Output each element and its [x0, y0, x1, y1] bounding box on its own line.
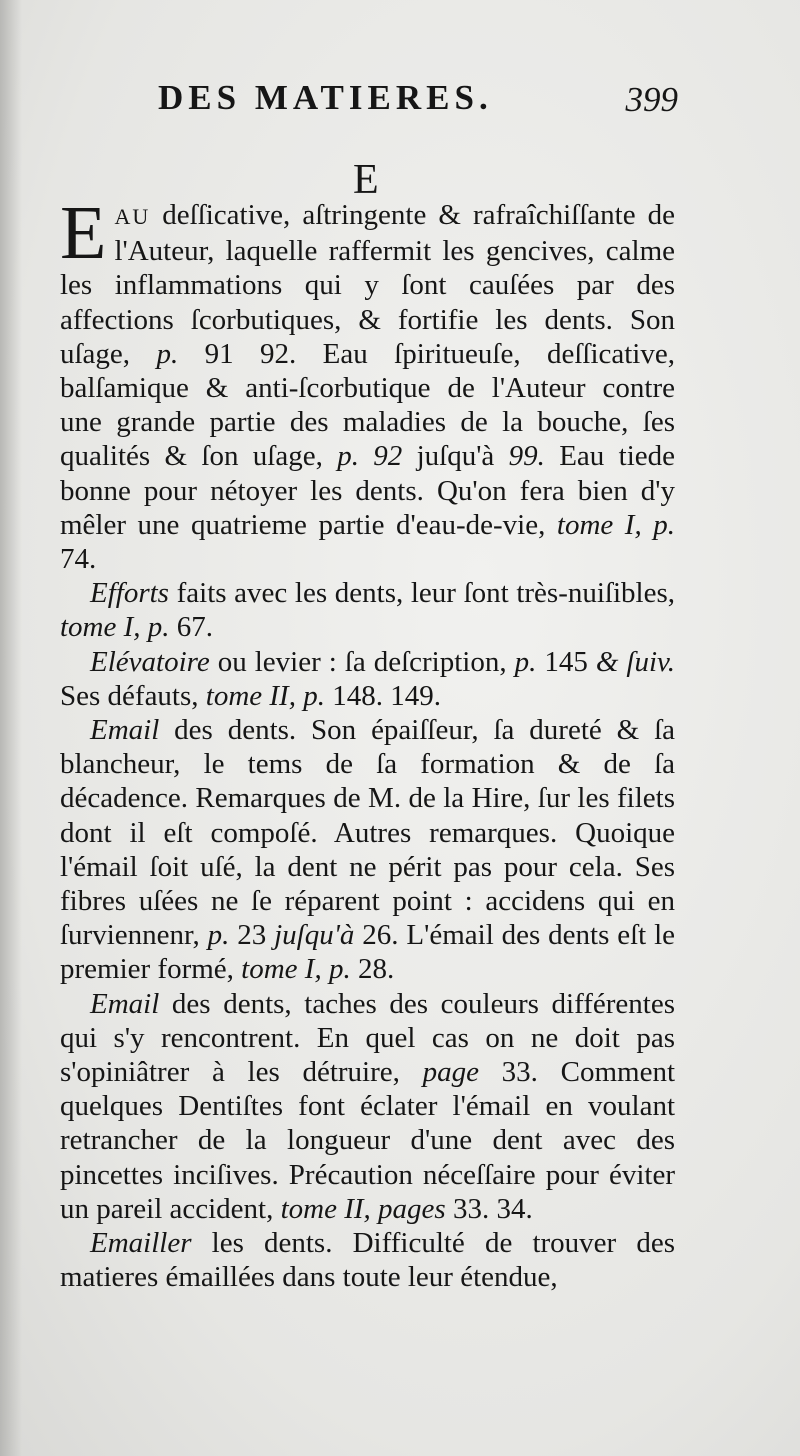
- entry-text: juſqu'à: [402, 440, 509, 473]
- entry-text: 28.: [350, 953, 395, 986]
- entry-reference: juſqu'à: [274, 919, 355, 952]
- section-letter: E: [353, 157, 379, 203]
- page-gutter-shadow: [0, 0, 22, 1456]
- entry-text: 26. L'émail des dents eſt le premier formé,: [60, 919, 676, 986]
- entry-term: Elévatoire: [90, 645, 210, 678]
- entry-text: 23: [229, 919, 275, 952]
- index-entry-emailler: [60, 1226, 675, 1294]
- entry-term: Emailler: [90, 1227, 192, 1260]
- entry-reference: 99.: [508, 440, 545, 473]
- entry-text: faits avec les dents, leur ſont très-nuiſibles,: [168, 577, 675, 610]
- entry-reference: p.: [514, 645, 537, 678]
- entry-text: deſſicative, aſtringente & rafraîchiſſante de l'Auteur, laquelle raffermit les gencives, calme les inflammations qui y ſont cauſées par des affections ſcorbutiques, & fortifie les dents. Son uſage,: [60, 199, 675, 370]
- entry-reference: p.: [207, 919, 230, 952]
- entry-reference: tome II, pages: [280, 1192, 446, 1225]
- entry-reference: tome I, p.: [241, 953, 351, 986]
- drop-cap: E: [60, 191, 107, 275]
- entry-text: Ses défauts,: [60, 679, 206, 712]
- entry-reference: & ſuiv.: [595, 645, 675, 678]
- entry-reference: p.: [156, 337, 179, 370]
- entry-text: 33. Comment quelques Dentiſtes font éclater l'émail en voulant retrancher de la longueur d'une dent avec des pincettes inciſives. Précaution néceſſaire pour éviter un pareil accident,: [60, 1056, 676, 1225]
- entry-text: 145: [536, 645, 596, 678]
- entry-text: Eau tiede bonne pour nétoyer les dents. Qu'on fera bien d'y mêler une quatrieme partie d'eau-de-vie,: [60, 440, 675, 541]
- entry-text: 91 92. Eau ſpiritueuſe, deſſicative, balſamique & anti-ſcorbutique de l'Auteur contre une grande partie des maladies de la bouche, ſes qualités & ſon uſage,: [60, 337, 675, 473]
- page-header: [158, 78, 678, 128]
- entry-text: 74.: [60, 543, 97, 576]
- entry-text: ou levier : ſa deſcription,: [209, 645, 515, 678]
- index-body: [60, 191, 676, 1295]
- entry-text: 67.: [169, 611, 214, 644]
- index-entry-efforts: [60, 576, 675, 644]
- entry-text: 33. 34.: [445, 1192, 533, 1225]
- index-entry-eau: [60, 191, 675, 576]
- entry-reference: tome II, p.: [205, 679, 325, 712]
- entry-text: des dents. Son épaiſſeur, ſa dureté & ſa blancheur, le tems de ſa formation & de ſa décadence. Remarques de M. de la Hire, ſur les filets dont il eſt compoſé. Autres remarques. Quoique l'émail ſoit uſé, la dent ne périt pas pour cela. Ses fibres uſées ne ſe réparent point : accidens qui en ſurviennenr,: [60, 714, 675, 952]
- entry-text: des dents, taches des couleurs différentes qui s'y rencontrent. En quel cas on ne doit pas s'opiniâtrer à les détruire,: [60, 987, 675, 1089]
- index-entry-email-1: [60, 713, 675, 987]
- entry-reference: tome I, p.: [60, 611, 170, 644]
- entry-term: Efforts: [90, 577, 169, 610]
- entry-reference: tome I, p.: [556, 508, 675, 541]
- running-head: DES MATIERES.: [158, 78, 493, 117]
- entry-term: Email: [90, 714, 160, 747]
- index-entry-email-2: [60, 987, 675, 1226]
- entry-term: Email: [90, 987, 160, 1020]
- index-entry-elevatoire: [60, 645, 675, 713]
- page-number: 399: [625, 80, 678, 119]
- entry-reference: page: [422, 1056, 479, 1089]
- entry-reference: p. 92: [337, 440, 403, 473]
- small-caps-text: AU: [114, 204, 151, 229]
- entry-text: 148. 149.: [324, 679, 441, 712]
- entry-text: les dents. Difficulté de trouver des matieres émaillées dans toute leur étendue,: [60, 1227, 675, 1294]
